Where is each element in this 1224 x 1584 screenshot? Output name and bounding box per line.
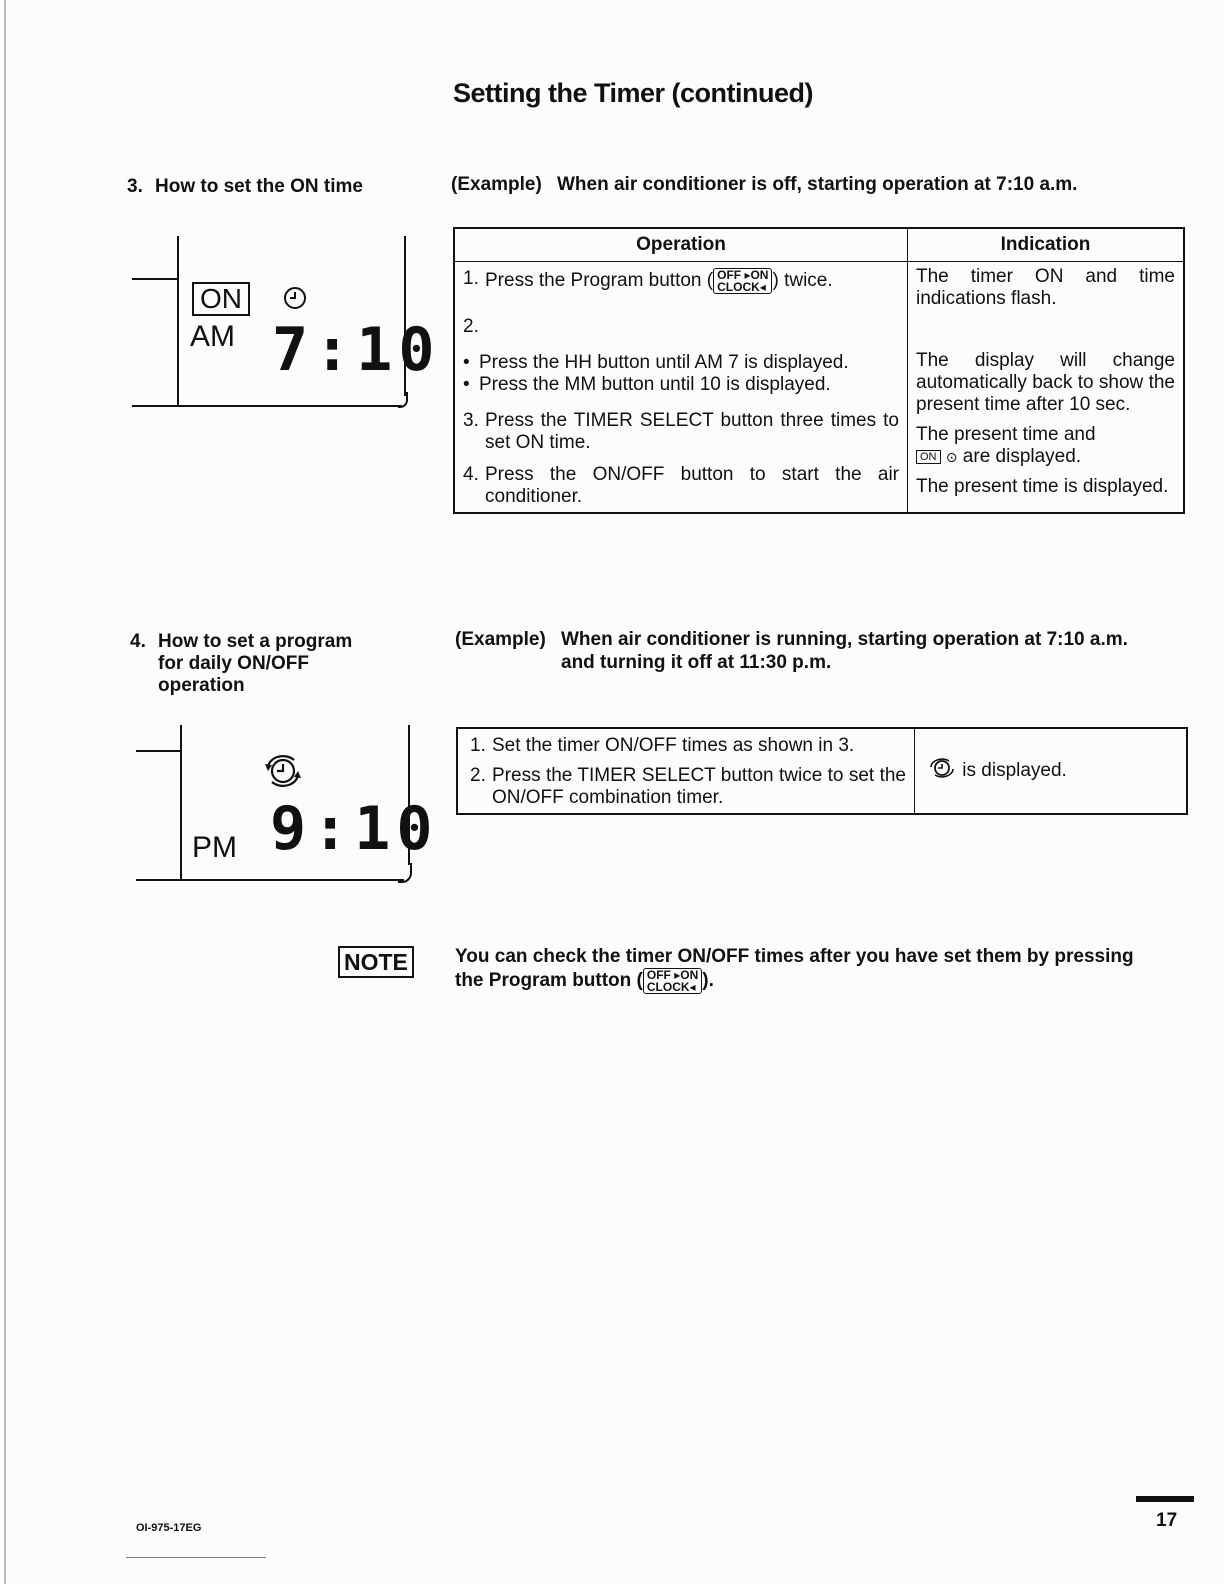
program-operations-cell <box>457 728 915 814</box>
pm-indicator: PM <box>192 831 237 864</box>
on-indicator: ON <box>192 282 250 316</box>
program-step-2: 2. Press the TIMER SELECT button twice to set the ON/OFF combination timer. <box>470 765 906 808</box>
indication-4: The present time is displayed. <box>916 476 1169 497</box>
page-title: Setting the Timer (continued) <box>453 78 814 108</box>
section-3-heading <box>127 176 363 198</box>
lcd-time-display: 7:10 <box>272 315 441 385</box>
step-4: 4. Press the ON/OFF button to start the air conditioner. <box>463 464 899 507</box>
col-indication: Indication <box>908 228 1185 262</box>
program-button-icon: OFF ▸ON CLOCK◂ <box>713 268 772 294</box>
am-indicator: AM <box>190 320 235 353</box>
example-text: When air conditioner is off, starting operation at 7:10 a.m. <box>557 174 1078 195</box>
section-4-number: 4. <box>130 631 146 652</box>
clock-icon <box>282 285 308 316</box>
program-table <box>456 727 1188 815</box>
on-time-table <box>453 227 1185 514</box>
lcd-time-display-pm: 9:10 <box>270 794 439 864</box>
section-4-example: (Example) When air conditioner is running, starting operation at 7:10 a.m. and turning it off at 11:30 p.m. <box>455 629 1128 673</box>
section-3-number: 3. <box>127 176 143 197</box>
example-label: (Example) <box>451 174 542 195</box>
col-operation: Operation <box>454 228 908 262</box>
page-number: 17 <box>1156 1510 1178 1531</box>
step-3: 3. Press the TIMER SELECT button three times to set ON time. <box>463 410 899 453</box>
indication-3: The present time and ON ⊙ are displayed. <box>916 424 1096 467</box>
on-mini-icon: ON <box>916 450 941 464</box>
note-label: NOTE <box>338 946 414 978</box>
step-1: 1. Press the Program button ( OFF ▸ON CLOCK◂ ) twice. <box>463 268 833 294</box>
section-3-example <box>451 173 1191 196</box>
indications-cell <box>908 262 1185 514</box>
lcd-display-on-time <box>132 236 441 411</box>
step-2-bullet-mm: • Press the MM button until 10 is displayed. <box>463 374 831 395</box>
step-2-bullet-hh: • Press the HH button until AM 7 is displayed. <box>463 352 849 373</box>
footer-rule <box>126 1557 266 1558</box>
document-code: OI-975-17EG <box>136 1522 202 1534</box>
cycle-clock-icon <box>262 753 304 794</box>
page <box>4 0 1224 1584</box>
step-2: 2. <box>463 316 479 337</box>
cycle-clock-mini-icon <box>927 757 957 785</box>
page-marker <box>1136 1496 1194 1502</box>
program-step-1: 1. Set the timer ON/OFF times as shown in 3. <box>470 735 855 756</box>
program-indication-cell <box>915 728 1188 814</box>
indication-1: The timer ON and time indications flash. <box>916 266 1175 309</box>
operations-cell <box>454 262 908 514</box>
section-3-title: How to set the ON time <box>155 176 363 197</box>
program-button-icon-note: OFF ▸ON CLOCK◂ <box>643 968 702 994</box>
section-4-heading: 4. How to set a program for daily ON/OFF operation <box>130 631 353 696</box>
indication-2: The display will change automatically back to show the present time after 10 sec. <box>916 350 1175 415</box>
note-text: You can check the timer ON/OFF times after you have set them by pressing the Program button ( OFF ▸ON CLOCK◂ ). <box>455 946 1134 994</box>
lcd-display-program <box>136 725 439 885</box>
program-indication-text: is displayed. <box>962 760 1067 782</box>
